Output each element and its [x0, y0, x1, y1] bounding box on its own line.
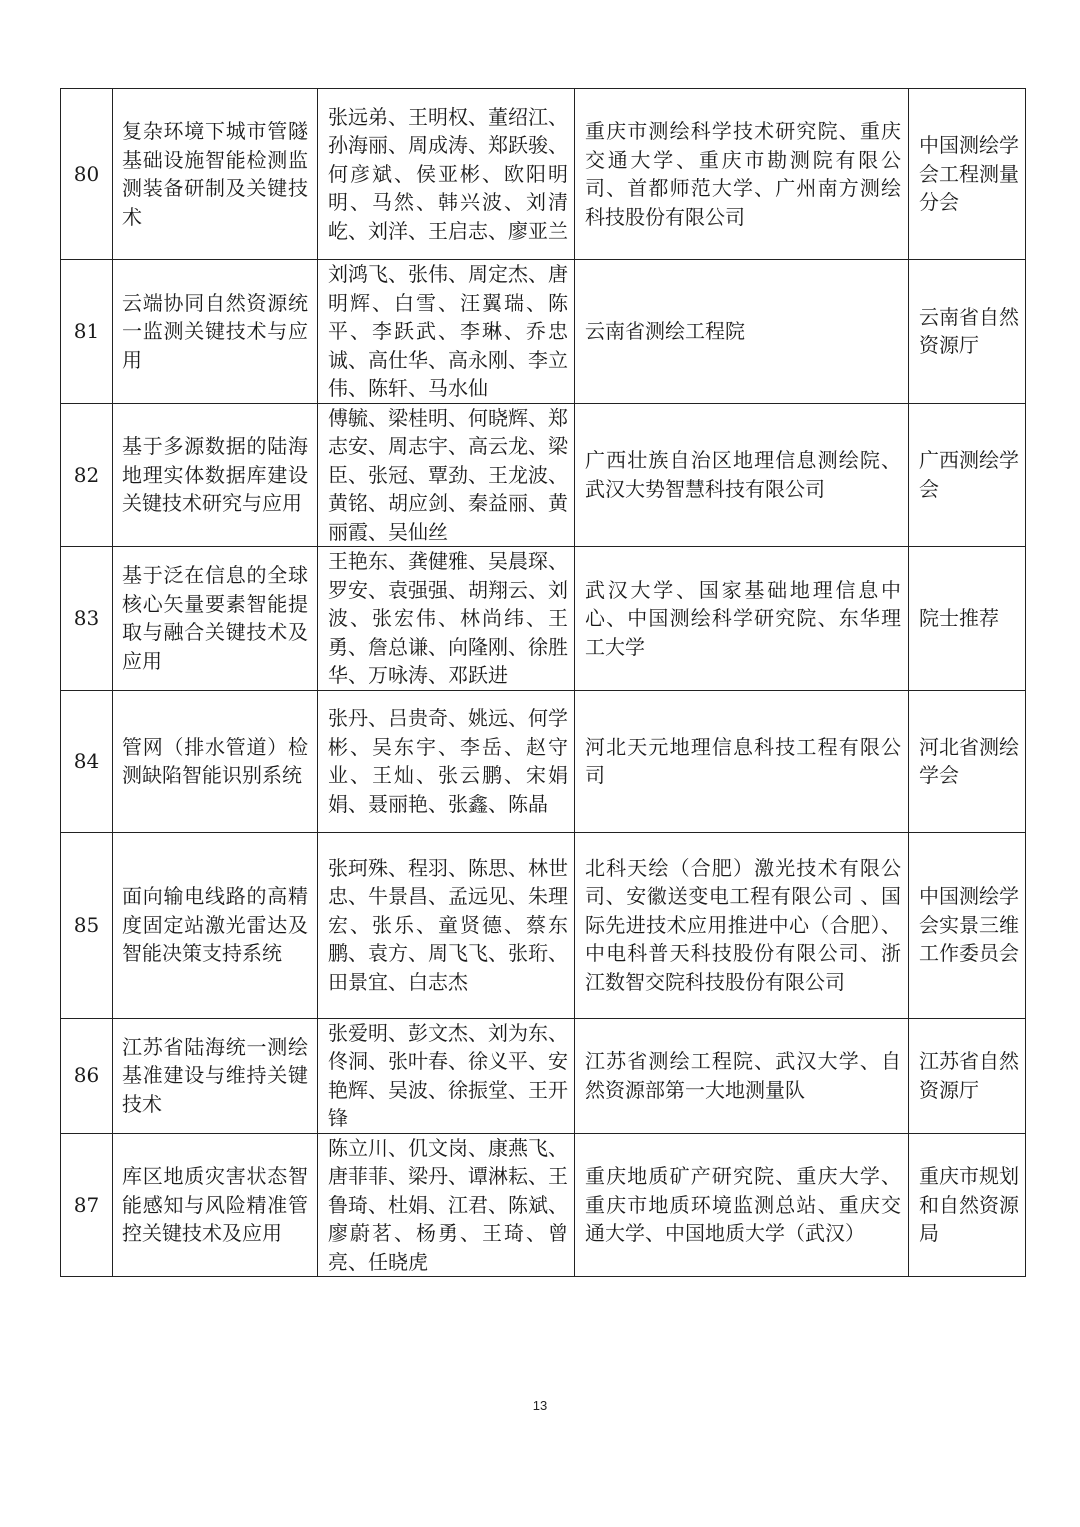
project-name: 云端协同自然资源统一监测关键技术与应用 — [113, 260, 318, 404]
recommending-unit: 广西测绘学会 — [909, 403, 1026, 547]
project-authors: 张爱明、彭文杰、刘为东、佟洞、张叶春、徐义平、安艳辉、吴波、徐振堂、王开锋 — [318, 1018, 575, 1133]
table-row — [61, 260, 1026, 404]
project-name: 江苏省陆海统一测绘基准建设与维持关键技术 — [113, 1018, 318, 1133]
project-name: 库区地质灾害状态智能感知与风险精准管控关键技术及应用 — [113, 1133, 318, 1277]
project-name: 基于泛在信息的全球核心矢量要素智能提取与融合关键技术及应用 — [113, 547, 318, 691]
project-authors: 王艳东、龚健雅、吴晨琛、罗安、袁强强、胡翔云、刘波、张宏伟、林尚纬、王勇、詹总谦、向隆刚、徐胜华、万咏涛、邓跃进 — [318, 547, 575, 691]
award-project-table — [60, 88, 1026, 1277]
table-row — [61, 832, 1026, 1018]
table-row — [61, 1133, 1026, 1277]
recommending-unit: 中国测绘学会实景三维工作委员会 — [909, 832, 1026, 1018]
completing-units: 重庆市测绘科学技术研究院、重庆交通大学、重庆市勘测院有限公司、首都师范大学、广州南方测绘科技股份有限公司 — [575, 89, 909, 260]
project-authors: 张远弟、王明权、董绍江、孙海丽、周成涛、郑跃骏、何彦斌、侯亚彬、欧阳明明、马然、韩兴波、刘清屹、刘洋、王启志、廖亚兰 — [318, 89, 575, 260]
row-number: 87 — [61, 1133, 113, 1277]
recommending-unit: 云南省自然资源厅 — [909, 260, 1026, 404]
completing-units: 北科天绘（合肥）激光技术有限公司、安徽送变电工程有限公司 、国际先进技术应用推进中心（合肥）、中电科普天科技股份有限公司、浙江数智交院科技股份有限公司 — [575, 832, 909, 1018]
completing-units: 河北天元地理信息科技工程有限公司 — [575, 690, 909, 832]
recommending-unit: 重庆市规划和自然资源局 — [909, 1133, 1026, 1277]
project-authors: 张珂殊、程羽、陈思、林世忠、牛景昌、孟远见、朱理宏、张乐、童贤德、蔡东鹏、袁方、周飞飞、张珩、田景宜、白志杰 — [318, 832, 575, 1018]
completing-units: 江苏省测绘工程院、武汉大学、自然资源部第一大地测量队 — [575, 1018, 909, 1133]
table-row — [61, 547, 1026, 691]
row-number: 85 — [61, 832, 113, 1018]
row-number: 84 — [61, 690, 113, 832]
recommending-unit: 江苏省自然资源厅 — [909, 1018, 1026, 1133]
table-row — [61, 690, 1026, 832]
table-row — [61, 89, 1026, 260]
project-name: 面向输电线路的高精度固定站激光雷达及智能决策支持系统 — [113, 832, 318, 1018]
project-authors: 张丹、吕贵奇、姚远、何学彬、吴东宇、李岳、赵守业、王灿、张云鹏、宋娟娟、聂丽艳、张鑫、陈晶 — [318, 690, 575, 832]
row-number: 82 — [61, 403, 113, 547]
row-number: 81 — [61, 260, 113, 404]
row-number: 83 — [61, 547, 113, 691]
completing-units: 广西壮族自治区地理信息测绘院、武汉大势智慧科技有限公司 — [575, 403, 909, 547]
recommending-unit: 院士推荐 — [909, 547, 1026, 691]
completing-units: 重庆地质矿产研究院、重庆大学、重庆市地质环境监测总站、重庆交通大学、中国地质大学（武汉） — [575, 1133, 909, 1277]
completing-units: 武汉大学、国家基础地理信息中心、中国测绘科学研究院、东华理工大学 — [575, 547, 909, 691]
project-name: 管网（排水管道）检测缺陷智能识别系统 — [113, 690, 318, 832]
project-authors: 陈立川、仉文岗、康燕飞、唐菲菲、梁丹、谭淋耘、王鲁琦、杜娟、江君、陈斌、廖蔚茗、杨勇、王琦、曾亮、任晓虎 — [318, 1133, 575, 1277]
recommending-unit: 中国测绘学会工程测量分会 — [909, 89, 1026, 260]
project-authors: 刘鸿飞、张伟、周定杰、唐明辉、白雪、汪翼瑞、陈平、李跃武、李琳、乔忠诚、高仕华、高永刚、李立伟、陈轩、马水仙 — [318, 260, 575, 404]
table-row — [61, 1018, 1026, 1133]
project-authors: 傅毓、梁桂明、何晓辉、郑志安、周志宇、高云龙、梁臣、张冠、覃劲、王龙波、黄铭、胡应剑、秦益丽、黄丽霞、吴仙丝 — [318, 403, 575, 547]
completing-units: 云南省测绘工程院 — [575, 260, 909, 404]
recommending-unit: 河北省测绘学会 — [909, 690, 1026, 832]
page-number: 13 — [532, 1398, 548, 1413]
row-number: 80 — [61, 89, 113, 260]
row-number: 86 — [61, 1018, 113, 1133]
project-name: 基于多源数据的陆海地理实体数据库建设关键技术研究与应用 — [113, 403, 318, 547]
project-name: 复杂环境下城市管隧基础设施智能检测监测装备研制及关键技术 — [113, 89, 318, 260]
table-row — [61, 403, 1026, 547]
